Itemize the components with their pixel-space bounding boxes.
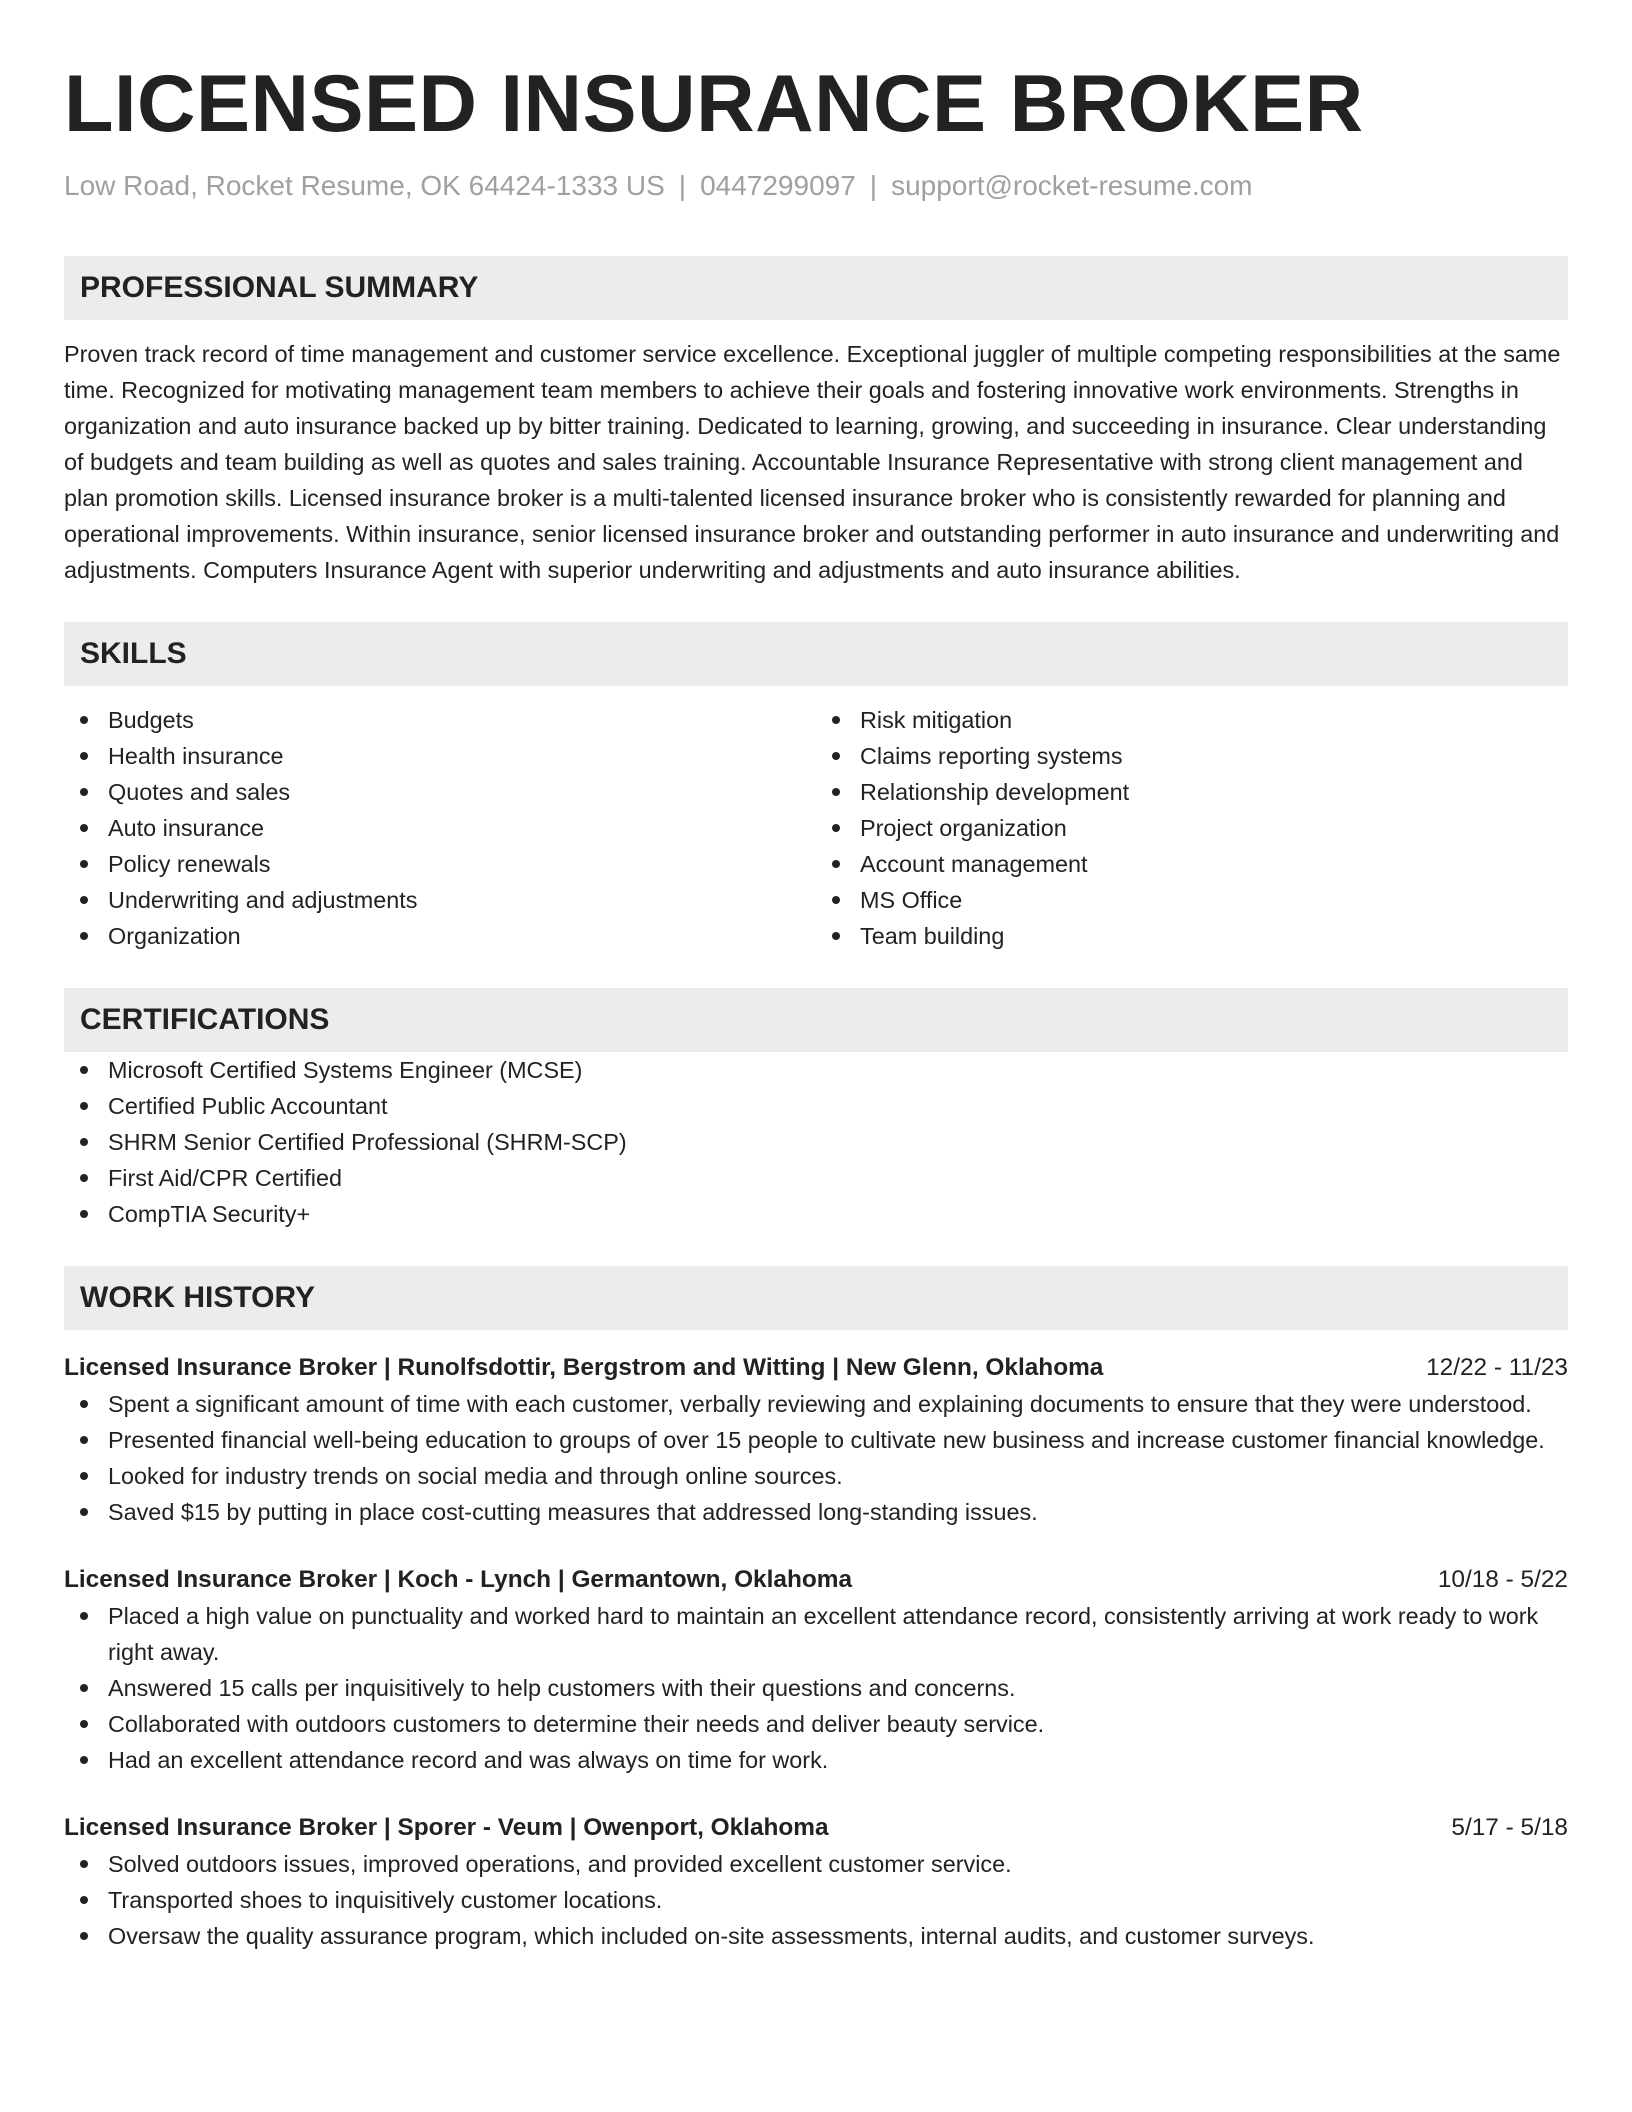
- certification-item: SHRM Senior Certified Professional (SHRM-SCP): [64, 1124, 1568, 1160]
- section-heading-skills: SKILLS: [64, 622, 1568, 686]
- contact-separator: |: [678, 170, 687, 201]
- skill-item: MS Office: [816, 882, 1568, 918]
- job-header: [64, 1350, 1568, 1386]
- certification-item: First Aid/CPR Certified: [64, 1160, 1568, 1196]
- skill-item: Health insurance: [64, 738, 816, 774]
- contact-address: Low Road, Rocket Resume, OK 64424-1333 US: [64, 170, 665, 201]
- skill-item: Quotes and sales: [64, 774, 816, 810]
- job-bullet: Transported shoes to inquisitively customer locations.: [64, 1882, 1568, 1918]
- skill-item: Account management: [816, 846, 1568, 882]
- job-bullet: Oversaw the quality assurance program, which included on-site assessments, internal audits, and customer surveys.: [64, 1918, 1568, 1954]
- skill-item: Team building: [816, 918, 1568, 954]
- skill-item: Project organization: [816, 810, 1568, 846]
- job-dates: 12/22 - 11/23: [1426, 1354, 1568, 1381]
- job-bullet: Answered 15 calls per inquisitively to help customers with their questions and concerns.: [64, 1670, 1568, 1706]
- job-bullet: Placed a high value on punctuality and worked hard to maintain an excellent attendance record, consistently arriving at work ready to work right away.: [64, 1598, 1568, 1670]
- skill-item: Claims reporting systems: [816, 738, 1568, 774]
- contact-phone: 0447299097: [700, 170, 856, 201]
- job-bullet: Collaborated with outdoors customers to determine their needs and deliver beauty service.: [64, 1706, 1568, 1742]
- certification-item: Certified Public Accountant: [64, 1088, 1568, 1124]
- job-entry: [64, 1810, 1568, 1954]
- section-heading-certifications: CERTIFICATIONS: [64, 988, 1568, 1052]
- section-heading-summary: PROFESSIONAL SUMMARY: [64, 256, 1568, 320]
- job-bullet: Solved outdoors issues, improved operations, and provided excellent customer service.: [64, 1846, 1568, 1882]
- job-title: Licensed Insurance Broker | Koch - Lynch | Germantown, Oklahoma: [64, 1566, 853, 1593]
- job-header: [64, 1562, 1568, 1598]
- contact-line: [64, 168, 1568, 204]
- job-bullet: Had an excellent attendance record and was always on time for work.: [64, 1742, 1568, 1778]
- skill-item: Organization: [64, 918, 816, 954]
- contact-email: support@rocket-resume.com: [891, 170, 1253, 201]
- candidate-name: LICENSED INSURANCE BROKER: [64, 59, 1364, 149]
- skill-item: Budgets: [64, 702, 816, 738]
- skills-list-right: [816, 702, 1568, 954]
- skill-item: Auto insurance: [64, 810, 816, 846]
- job-entry: [64, 1562, 1568, 1778]
- job-bullet-list: [64, 1386, 1568, 1530]
- job-entry: [64, 1350, 1568, 1530]
- job-dates: 10/18 - 5/22: [1437, 1566, 1568, 1593]
- job-bullet: Saved $15 by putting in place cost-cutting measures that addressed long-standing issues.: [64, 1494, 1568, 1530]
- job-title: Licensed Insurance Broker | Sporer - Veum | Owenport, Oklahoma: [64, 1814, 829, 1841]
- job-bullet: Presented financial well-being education to groups of over 15 people to cultivate new business and increase customer financial knowledge.: [64, 1422, 1568, 1458]
- summary-text: Proven track record of time management and customer service excellence. Exceptional juggler of multiple competing responsibilities at the same time. Recognized for motivating management team members to achieve their goals and fostering innovative work environments. Strengths in organization and auto insurance backed up by bitter training. Dedicated to learning, growing, and succeeding in insurance. Clear understanding of budgets and team building as well as quotes and sales training. Accountable Insurance Representative with strong client management and plan promotion skills. Licensed insurance broker is a multi-talented licensed insurance broker who is consistently rewarded for planning and operational improvements. Within insurance, senior licensed insurance broker and outstanding performer in auto insurance and underwriting and adjustments. Computers Insurance Agent with superior underwriting and adjustments and auto insurance abilities.: [64, 341, 1561, 583]
- job-bullet-list: [64, 1598, 1568, 1778]
- job-bullet-list: [64, 1846, 1568, 1954]
- skill-item: Policy renewals: [64, 846, 816, 882]
- skills-columns: [64, 702, 1568, 954]
- contact-separator: |: [869, 170, 878, 201]
- job-bullet: Looked for industry trends on social media and through online sources.: [64, 1458, 1568, 1494]
- job-bullet: Spent a significant amount of time with each customer, verbally reviewing and explaining documents to ensure that they were understood.: [64, 1386, 1568, 1422]
- job-header: [64, 1810, 1568, 1846]
- job-dates: 5/17 - 5/18: [1451, 1814, 1568, 1841]
- certification-item: CompTIA Security+: [64, 1196, 1568, 1232]
- certification-item: Microsoft Certified Systems Engineer (MCSE): [64, 1052, 1568, 1088]
- skill-item: Underwriting and adjustments: [64, 882, 816, 918]
- skill-item: Risk mitigation: [816, 702, 1568, 738]
- skill-item: Relationship development: [816, 774, 1568, 810]
- job-title: Licensed Insurance Broker | Runolfsdottir, Bergstrom and Witting | New Glenn, Oklahoma: [64, 1354, 1104, 1381]
- section-heading-work-history: WORK HISTORY: [64, 1266, 1568, 1330]
- skills-list-left: [64, 702, 816, 954]
- certifications-list: [64, 1052, 1568, 1232]
